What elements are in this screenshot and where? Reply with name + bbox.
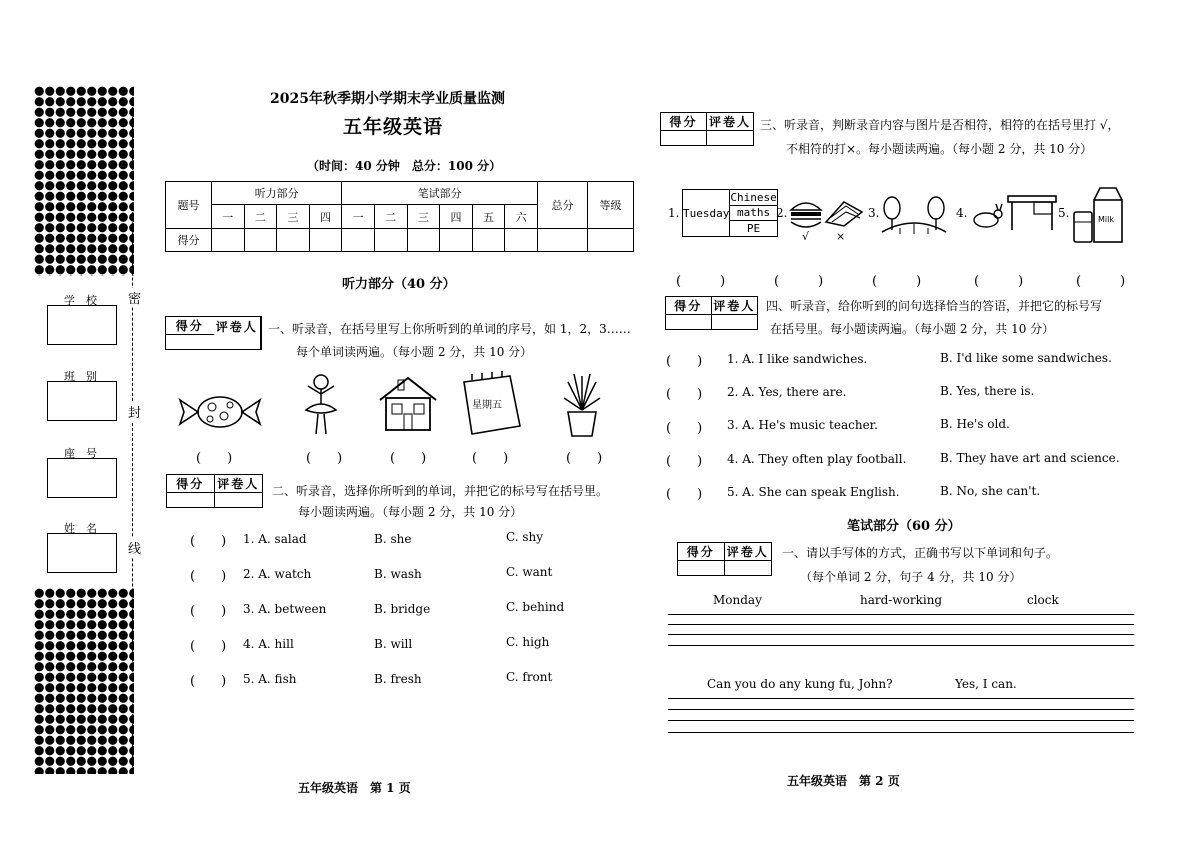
th-listen-2: 二 <box>244 205 277 229</box>
schedule-subject: Chinese <box>730 190 777 204</box>
score-blank[interactable] <box>166 335 214 349</box>
grader-label: 评卷人 <box>725 543 772 561</box>
dot-pattern-bottom <box>34 588 134 774</box>
exam-subject: 五年级英语 <box>343 116 444 138</box>
copy-word-1: Monday <box>713 593 762 607</box>
schedule-subject: maths <box>730 205 777 221</box>
score-label: 得分 <box>678 543 725 561</box>
listening-heading: 听力部分（40 分） <box>342 277 456 292</box>
th-write-5: 五 <box>472 205 505 229</box>
score-blank[interactable] <box>167 493 215 507</box>
score-cell[interactable] <box>588 229 634 252</box>
writing-line <box>668 614 1134 615</box>
q4-instruction-1: 四、听录音，给你听到的问句选择恰当的答语，并把它的标号写 <box>766 299 1103 313</box>
q4-paren[interactable]: ( ) <box>666 487 703 502</box>
grader-label: 评卷人 <box>214 317 262 335</box>
score-label: 得分 <box>166 317 214 335</box>
q4-option-b: B. Yes, there is. <box>940 384 1035 398</box>
q2-instruction-2: 每小题读两遍。（每小题 2 分，共 10 分） <box>298 505 523 519</box>
writing-line <box>668 732 1134 733</box>
page2-footer: 五年级英语 第 2 页 <box>787 774 900 788</box>
school-field[interactable] <box>47 305 117 345</box>
q1-instruction-1: 一、听录音，在括号里写上你所听到的单词的序号，如 1，2，3…… <box>268 322 631 336</box>
q1-score-box <box>165 316 262 350</box>
exam-title: 2025年秋季期小学期末学业质量监测 <box>270 91 505 107</box>
q4-option-b: B. No, she can't. <box>940 484 1041 498</box>
th-write-3: 三 <box>407 205 440 229</box>
score-label: 得分 <box>661 113 707 131</box>
writing-line <box>668 698 1134 699</box>
score-table <box>165 181 634 252</box>
score-cell[interactable] <box>244 229 277 252</box>
q2-option-c: C. shy <box>506 530 544 544</box>
score-cell[interactable] <box>342 229 375 252</box>
th-listen-3: 三 <box>277 205 310 229</box>
grader-blank[interactable] <box>712 315 758 329</box>
q3-answer-3[interactable]: ( ) <box>872 274 922 289</box>
q3-instruction-2: 不相符的打×。每小题读两遍。（每小题 2 分，共 10 分） <box>786 142 1093 156</box>
score-cell[interactable] <box>538 229 588 252</box>
desk-icon <box>1006 192 1058 232</box>
q4-paren[interactable]: ( ) <box>666 354 703 369</box>
schedule-subject: PE <box>730 221 777 237</box>
q1-answer-4[interactable]: ( ) <box>472 451 509 466</box>
grader-blank[interactable] <box>707 131 753 145</box>
writing-line <box>668 624 1134 625</box>
writing-heading: 笔试部分（60 分） <box>847 519 961 534</box>
q2-option-c: C. behind <box>506 600 565 614</box>
milk-icon <box>1070 186 1128 246</box>
q2-option-c: C. want <box>506 565 553 579</box>
q2-option-b: B. she <box>374 532 412 546</box>
q2-option-c: C. front <box>506 670 553 684</box>
th-write-4: 四 <box>440 205 473 229</box>
th-total: 总分 <box>538 182 588 229</box>
copy-word-3: clock <box>1027 593 1059 607</box>
dancer-icon <box>294 372 348 440</box>
schedule-day: Tuesday <box>683 190 730 237</box>
q3-score-box <box>660 112 754 146</box>
q2-option-a: 5. A. fish <box>243 672 297 686</box>
q4-option-b: B. He's old. <box>940 417 1010 431</box>
rabbit-icon <box>968 204 1004 230</box>
q2-option-b: B. bridge <box>374 602 431 616</box>
grader-label: 评卷人 <box>713 299 756 313</box>
q2-option-a: 2. A. watch <box>243 567 312 581</box>
q4-instruction-2: 在括号里。每小题读两遍。（每小题 2 分，共 10 分） <box>770 322 1055 336</box>
seat-label: 座 号 <box>64 447 97 460</box>
dot-pattern-top <box>34 86 134 276</box>
q3-number-1: 1. <box>668 206 680 220</box>
plant-icon <box>560 368 604 440</box>
score-row-label: 得分 <box>166 229 212 252</box>
copy-sentence-1: Can you do any kung fu, John? <box>707 677 893 691</box>
th-grade: 等级 <box>588 182 634 229</box>
q4-option-a: 1. A. I like sandwiches. <box>727 352 868 366</box>
score-label: 得分 <box>167 475 215 493</box>
q4-option-b: B. They have art and science. <box>940 451 1120 465</box>
class-label: 班 别 <box>64 370 97 383</box>
grader-label: 评卷人 <box>708 115 751 129</box>
q4-paren[interactable]: ( ) <box>666 387 703 402</box>
q4-option-b: B. I'd like some sandwiches. <box>940 351 1112 365</box>
q2-option-c: C. high <box>506 635 550 649</box>
copy-sentence-2: Yes, I can. <box>955 677 1017 691</box>
school-label: 学 校 <box>64 294 97 307</box>
score-cell[interactable] <box>505 229 538 252</box>
cross-mark: × <box>836 230 846 243</box>
check-mark: √ <box>802 230 810 243</box>
writing-line <box>668 634 1134 635</box>
q3-answer-5[interactable]: ( ) <box>1076 274 1126 289</box>
q4-option-a: 3. A. He's music teacher. <box>727 418 878 432</box>
w1-score-box <box>677 542 772 576</box>
name-label: 姓 名 <box>64 522 97 535</box>
milk-label: Milk <box>1098 215 1114 224</box>
th-listen-4: 四 <box>309 205 342 229</box>
q4-option-a: 4. A. They often play football. <box>727 452 907 466</box>
grader-blank[interactable] <box>215 493 263 507</box>
q4-paren[interactable]: ( ) <box>666 421 703 436</box>
q3-answer-4[interactable]: ( ) <box>974 274 1024 289</box>
writing-line <box>668 720 1134 721</box>
w1-instruction-2: （每个单词 2 分，句子 4 分，共 10 分） <box>800 570 1022 584</box>
q2-paren[interactable]: ( ) <box>190 639 227 654</box>
w1-instruction-1: 一、请以手写体的方式，正确书写以下单词和句子。 <box>782 546 1059 560</box>
q4-option-a: 5. A. She can speak English. <box>727 485 900 499</box>
th-write: 笔试部分 <box>342 182 538 205</box>
calendar-icon <box>458 370 524 438</box>
q3-number-3: 3. <box>868 206 880 220</box>
q1-answer-3[interactable]: ( ) <box>390 451 427 466</box>
q3-number-2: 2. <box>776 206 788 220</box>
time-info: （时间：40 分钟 总分：100 分） <box>307 159 502 173</box>
score-cell[interactable] <box>374 229 407 252</box>
th-write-2: 二 <box>374 205 407 229</box>
name-field[interactable] <box>47 533 117 573</box>
seal-char-xian: 线 <box>128 538 141 557</box>
grader-blank[interactable] <box>725 561 772 575</box>
q2-paren[interactable]: ( ) <box>190 569 227 584</box>
score-cell[interactable] <box>440 229 473 252</box>
schedule-table <box>682 189 778 237</box>
q2-option-b: B. will <box>374 637 413 651</box>
th-write-1: 一 <box>342 205 375 229</box>
th-write-6: 六 <box>505 205 538 229</box>
q2-option-a: 3. A. between <box>243 602 327 616</box>
q4-paren[interactable]: ( ) <box>666 454 703 469</box>
q3-number-4: 4. <box>956 206 968 220</box>
th-listen-1: 一 <box>212 205 245 229</box>
page1-footer: 五年级英语 第 1 页 <box>298 781 411 795</box>
grader-label: 评卷人 <box>215 475 263 493</box>
q2-instruction-1: 二、听录音，选择你所听到的单词，并把它的标号写在括号里。 <box>272 484 609 498</box>
q2-paren[interactable]: ( ) <box>190 534 227 549</box>
q1-answer-2[interactable]: ( ) <box>306 451 343 466</box>
q1-answer-5[interactable]: ( ) <box>566 451 603 466</box>
grader-blank[interactable] <box>214 335 262 349</box>
q4-option-a: 2. A. Yes, there are. <box>727 385 847 399</box>
q3-instruction-1: 三、听录音，判断录音内容与图片是否相符，相符的在括号里打 √， <box>760 118 1120 132</box>
score-cell[interactable] <box>472 229 505 252</box>
q2-paren[interactable]: ( ) <box>190 604 227 619</box>
park-bridge-icon <box>880 194 948 238</box>
q3-answer-1[interactable]: ( ) <box>676 274 726 289</box>
q4-score-box <box>665 296 758 330</box>
q2-score-box <box>166 474 263 508</box>
q2-option-a: 1. A. salad <box>243 532 307 546</box>
score-cell[interactable] <box>309 229 342 252</box>
q2-option-a: 4. A. hill <box>243 637 294 651</box>
seal-dashed-line <box>132 92 133 772</box>
class-field[interactable] <box>47 381 117 421</box>
house-icon <box>376 372 440 434</box>
score-cell[interactable] <box>212 229 245 252</box>
q3-number-5: 5. <box>1058 206 1070 220</box>
q2-option-b: B. fresh <box>374 672 422 686</box>
writing-line <box>668 645 1134 646</box>
score-cell[interactable] <box>407 229 440 252</box>
copy-word-2: hard-working <box>860 593 943 607</box>
score-label: 得分 <box>666 297 712 315</box>
q1-instruction-2: 每个单词读两遍。（每小题 2 分，共 10 分） <box>296 345 533 359</box>
seat-field[interactable] <box>47 458 117 498</box>
score-blank[interactable] <box>678 561 725 575</box>
seal-char-mi: 密 <box>128 288 141 307</box>
burger-icon <box>788 198 824 232</box>
q3-answer-2[interactable]: ( ) <box>774 274 824 289</box>
q2-option-b: B. wash <box>374 567 422 581</box>
calendar-day-text: 星期五 <box>472 400 502 411</box>
score-cell[interactable] <box>277 229 310 252</box>
q2-paren[interactable]: ( ) <box>190 674 227 689</box>
q1-answer-1[interactable]: ( ) <box>196 451 233 466</box>
writing-line <box>668 709 1134 710</box>
sandwich-icon <box>824 198 864 230</box>
score-blank[interactable] <box>666 315 712 329</box>
seal-char-feng: 封 <box>128 402 141 421</box>
th-tihao: 题号 <box>166 182 212 229</box>
th-listen: 听力部分 <box>212 182 342 205</box>
score-blank[interactable] <box>661 131 707 145</box>
candy-icon <box>176 392 264 432</box>
